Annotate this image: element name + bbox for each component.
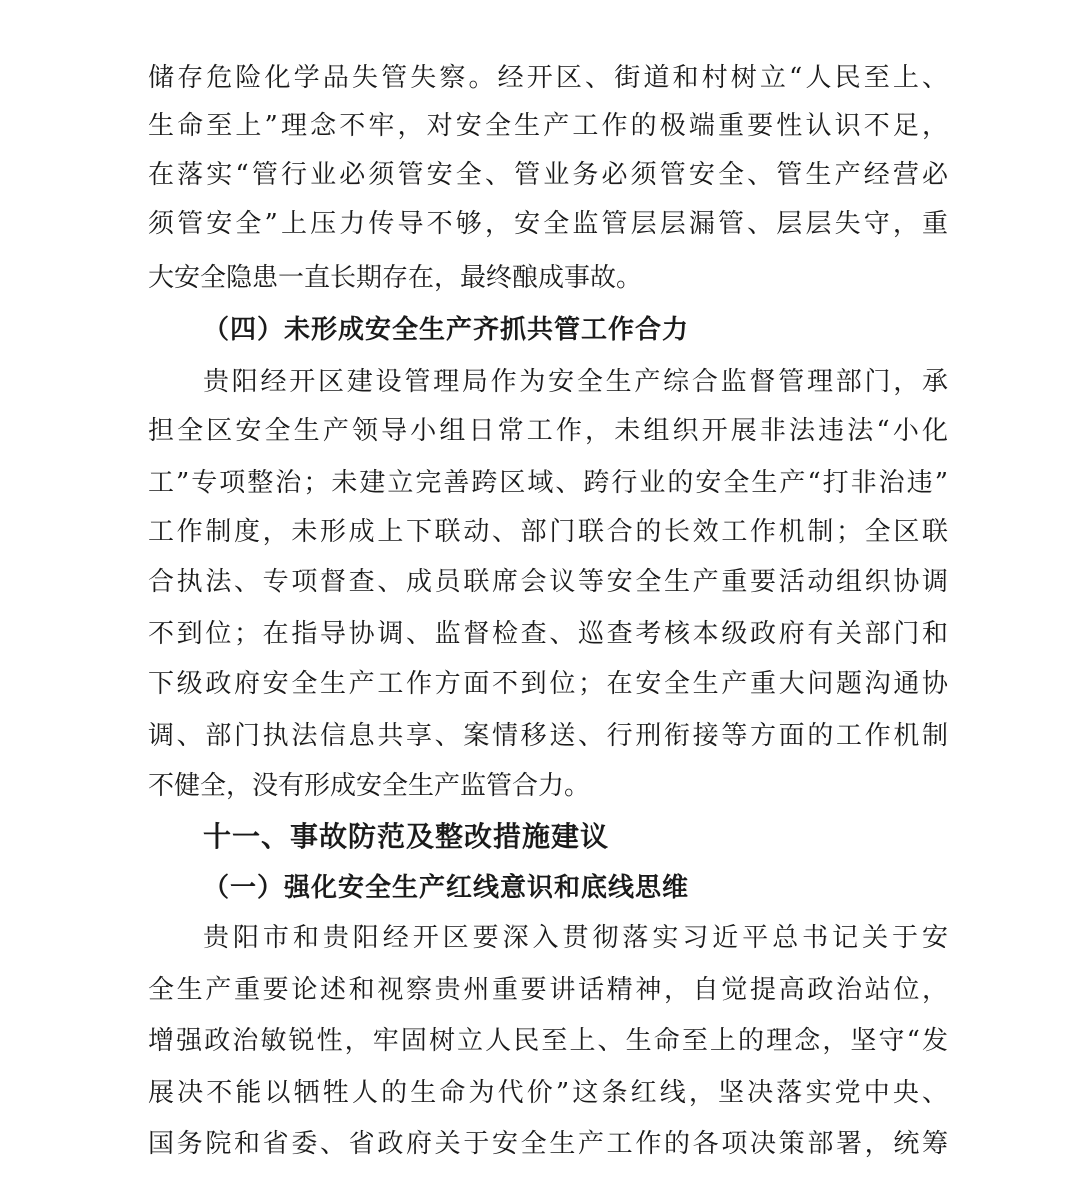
paragraph-3-line-3: 增强政治敏锐性，牢固树立人民至上、生命至上的理念，坚守“发 bbox=[148, 1026, 948, 1056]
paragraph-3-line-2: 全生产重要论述和视察贵州重要讲话精神，自觉提高政治站位， bbox=[148, 975, 948, 1005]
paragraph-3-line-1: 贵阳市和贵阳经开区要深入贯彻落实习近平总书记关于安 bbox=[203, 923, 948, 953]
paragraph-2-line-9: 不健全，没有形成安全生产监管合力。 bbox=[148, 771, 591, 801]
paragraph-2-line-6: 不到位；在指导协调、监督检查、巡查考核本级政府有关部门和 bbox=[148, 619, 948, 649]
paragraph-2-line-3: 工”专项整治；未建立完善跨区域、跨行业的安全生产“打非治违” bbox=[148, 468, 948, 498]
paragraph-3-line-5: 国务院和省委、省政府关于安全生产工作的各项决策部署，统筹 bbox=[148, 1129, 948, 1159]
subheading-4: （四）未形成安全生产齐抓共管工作合力 bbox=[203, 315, 690, 345]
paragraph-3-line-4: 展决不能以牺牲人的生命为代价”这条红线，坚决落实党中央、 bbox=[148, 1078, 948, 1108]
paragraph-1-line-5: 大安全隐患一直长期存在，最终酿成事故。 bbox=[148, 263, 643, 293]
subheading-1: （一）强化安全生产红线意识和底线思维 bbox=[203, 873, 690, 903]
paragraph-2-line-2: 担全区安全生产领导小组日常工作，未组织开展非法违法“小化 bbox=[148, 416, 948, 446]
paragraph-1-line-2: 生命至上”理念不牢，对安全生产工作的极端重要性认识不足， bbox=[148, 111, 948, 141]
paragraph-2-line-8: 调、部门执法信息共享、案情移送、行刑衔接等方面的工作机制 bbox=[148, 721, 948, 751]
section-heading: 十一、事故防范及整改措施建议 bbox=[203, 820, 610, 853]
paragraph-2-line-5: 合执法、专项督查、成员联席会议等安全生产重要活动组织协调 bbox=[148, 567, 948, 597]
paragraph-2-line-7: 下级政府安全生产工作方面不到位；在安全生产重大问题沟通协 bbox=[148, 669, 948, 699]
paragraph-2-line-1: 贵阳经开区建设管理局作为安全生产综合监督管理部门，承 bbox=[203, 367, 948, 397]
paragraph-1-line-1: 储存危险化学品失管失察。经开区、街道和村树立“人民至上、 bbox=[148, 63, 948, 93]
paragraph-1-line-3: 在落实“管行业必须管安全、管业务必须管安全、管生产经营必 bbox=[148, 160, 948, 190]
paragraph-2-line-4: 工作制度，未形成上下联动、部门联合的长效工作机制；全区联 bbox=[148, 517, 948, 547]
paragraph-1-line-4: 须管安全”上压力传导不够，安全监管层层漏管、层层失守，重 bbox=[148, 209, 948, 239]
